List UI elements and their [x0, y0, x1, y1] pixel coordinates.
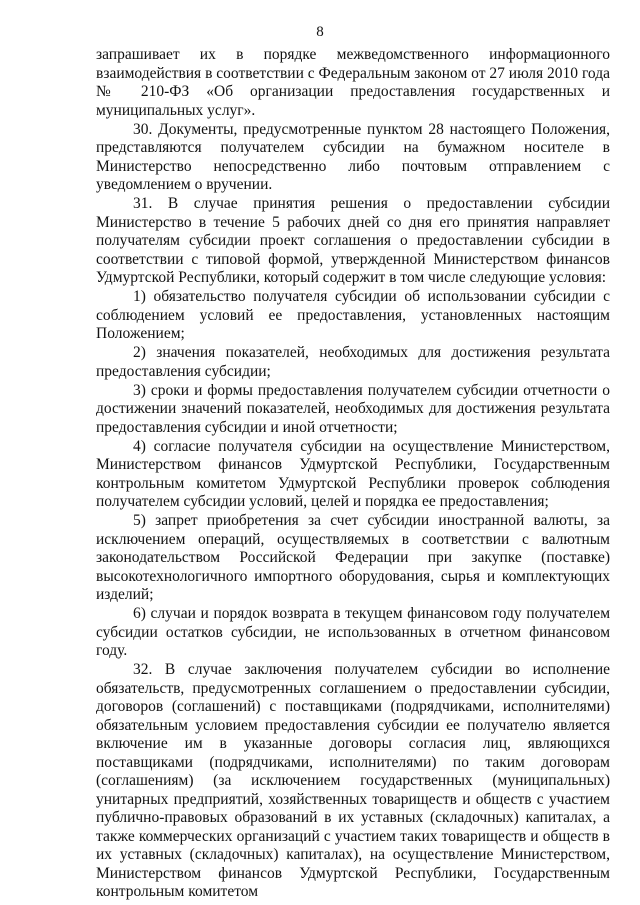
paragraph-item-32: 32. В случае заключения получателем субсидии во исполнение обязательств, предусмотренных соглашением о предоставлении субсидии, договоров (соглашений) с поставщиками (подрядчиками, исполнителями) обязательным условием предоставления субсидии ее получателю является включение им в указанные договоры согласия лиц, являющихся поставщиками (подрядчиками, исполнителями) по таким договорам (соглашениям) (за исключением государственных (муниципальных) унитарных предприятий, хозяйственных товариществ и обществ с участием публично-правовых образований в их уставных (складочных) капиталах, а также коммерческих организаций с участием таких товариществ и обществ в их уставных (складочных) капиталах), на осуществление Министерством, Министерством финансов Удмуртской Республики, Государственным контрольным комитетом [96, 661, 610, 900]
document-body [96, 46, 610, 902]
paragraph-item-30: 30. Документы, предусмотренные пунктом 28 настоящего Положения, представляются получателем субсидии на бумажном носителе в Министерство непосредственно либо почтовым отправлением с уведомлением о вручении. [96, 120, 610, 193]
list-item-3: 3) сроки и формы предоставления получателем субсидии отчетности о достижении значений показателей, необходимых для достижения результата предоставления субсидии и иной отчетности; [96, 381, 610, 436]
list-item-2: 2) значения показателей, необходимых для достижения результата предоставления субсидии; [96, 344, 610, 380]
list-item-1: 1) обязательство получателя субсидии об использовании субсидии с соблюдением условий ее предоставления, установленных настоящим Положением; [96, 288, 610, 342]
page-number: 8 [316, 24, 324, 40]
list-item-6: 6) случаи и порядок возврата в текущем финансовом году получателем субсидии остатков субсидии, не использованных в отчетном финансовом году. [96, 605, 610, 659]
list-item-5: 5) запрет приобретения за счет субсидии иностранной валюты, за исключением операций, осуществляемых в соответствии с валютным законодательством Российской Федерации при закупке (поставке) высокотехнологичного импортного оборудования, сырья и комплектующих изделий; [96, 512, 610, 603]
paragraph-item-31: 31. В случае принятия решения о предоставлении субсидии Министерство в течение 5 рабочих дней со дня его принятия направляет получателям субсидии проект соглашения о предоставлении субсидии в соответствии с типовой формой, утвержденной Министерством финансов Удмуртской Республики, который содержит в том числе следующие условия: [96, 195, 610, 286]
list-item-4: 4) согласие получателя субсидии на осуществление Министерством, Министерством финансов Удмуртской Республики, Государственным контрольным комитетом Удмуртской Республики проверок соблюдения получателем субсидии условий, целей и порядка ее предоставления; [96, 437, 610, 510]
paragraph-continuation: запрашивает их в порядке межведомственного информационного взаимодействия в соответствии с Федеральным законом от 27 июля 2010 года № 210-ФЗ «Об организации предоставления государственных и муниципальных услуг». [96, 46, 610, 119]
